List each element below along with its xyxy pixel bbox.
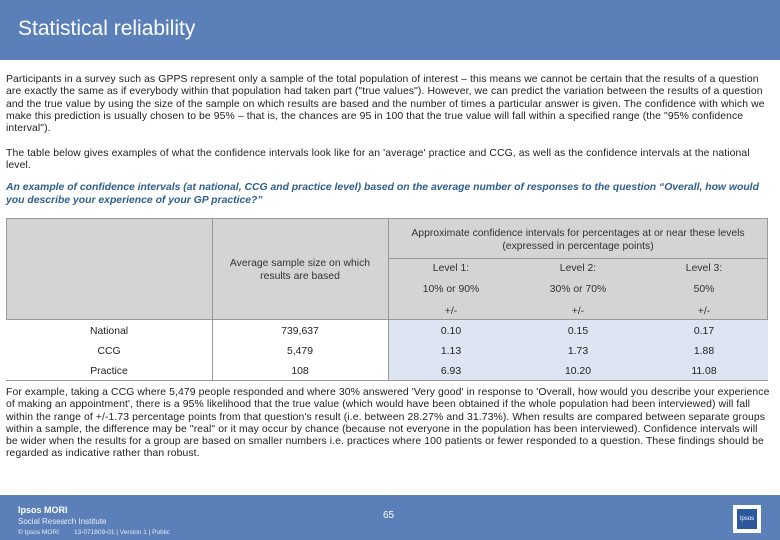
divider [6, 380, 768, 381]
national-level-3: 0.17 [693, 326, 715, 337]
divider [388, 258, 768, 259]
divider [388, 218, 389, 381]
level-2-plusminus: +/- [571, 306, 585, 317]
ccg-level-3: 1.88 [693, 346, 715, 357]
organisation-logo-subtitle: Social Research Institute [18, 517, 107, 526]
level-3-percent: 50% [693, 284, 715, 295]
header-confidence-intervals: Approximate confidence intervals for percentages at or near these levels (expressed in percentage points) [411, 228, 745, 252]
level-1-percent: 10% or 90% [422, 284, 480, 295]
sample-national: 739,637 [281, 326, 319, 337]
practice-level-3: 11.08 [691, 366, 717, 377]
national-level-2: 0.15 [567, 326, 589, 337]
divider [6, 319, 768, 320]
intro-paragraph-2: The table below gives examples of what the confidence intervals look like for an 'average' practice and CCG, as well as the confidence intervals at the national level. [6, 148, 750, 172]
sample-practice: 108 [291, 366, 309, 377]
row-label-ccg: CCG [97, 346, 121, 357]
level-3-label: Level 3: [685, 263, 723, 274]
title-bar [0, 0, 780, 60]
document-reference: 13-071809-01 | Version 1 | Public [74, 529, 170, 536]
explanation-paragraph: For example, taking a CCG where 5,479 people responded and where 30% answered 'Very good' in response to 'Overall, how would you describe your experience of making an appointment', there is a 95% likelihood that the true value (which would have been obtained if the whole population had been interviewed) will fall within the range of +/-1.73 percentage points from that question's result (i.e. between 28.27% and 31.73%). When results are compared between separate groups within a sample, the difference may be "real" or it may occur by chance (because not everyone in the population has been interviewed). Confidence intervals will be wider when the results for a group are based on smaller numbers i.e. practices where 100 patients or fewer responded to a question. These findings should be regarded as indicative rather than robust. [6, 387, 770, 460]
level-1-label: Level 1: [432, 263, 470, 274]
ccg-level-1: 1.13 [440, 346, 462, 357]
level-1-plusminus: +/- [444, 306, 458, 317]
practice-level-2: 10.20 [564, 366, 591, 377]
ccg-level-2: 1.73 [567, 346, 589, 357]
organisation-logo-name: Ipsos MORI [18, 505, 68, 515]
confidence-interval-table [6, 218, 768, 381]
brand-logo-mark: Ipsos [737, 509, 757, 529]
brand-logo-icon [733, 505, 761, 533]
divider [212, 218, 213, 320]
page-title: Statistical reliability [18, 17, 196, 40]
intro-paragraph-1: Participants in a survey such as GPPS represent only a sample of the total population of interest – this means we cannot be certain that the results of a question are exactly the same as if everybody within that population had taken part ("true values"). However, we can predict the variation between the results of a question and the true value by using the size of the sample on which results are based and the number of times a particular answer is given. The confidence with which we make this prediction is usually chosen to be 95% – that is, the chances are 95 in 100 that the true value will fall within a specified range (the "95% confidence interval"). [6, 74, 765, 135]
level-3-plusminus: +/- [697, 306, 711, 317]
row-label-national: National [89, 326, 129, 337]
practice-level-1: 6.93 [440, 366, 462, 377]
copyright-text: © Ipsos MORI [18, 529, 59, 536]
level-2-label: Level 2: [559, 263, 597, 274]
header-average-sample-size: Average sample size on which results are based [229, 258, 371, 282]
page-number: 65 [383, 510, 395, 521]
national-level-1: 0.10 [440, 326, 462, 337]
sample-ccg: 5,479 [286, 346, 313, 357]
table-caption: An example of confidence intervals (at national, CCG and practice level) based on the average number of responses to the question “Overall, how would you describe your experience of your GP practice?” [6, 182, 759, 206]
row-label-practice: Practice [90, 366, 128, 377]
level-2-percent: 30% or 70% [549, 284, 607, 295]
